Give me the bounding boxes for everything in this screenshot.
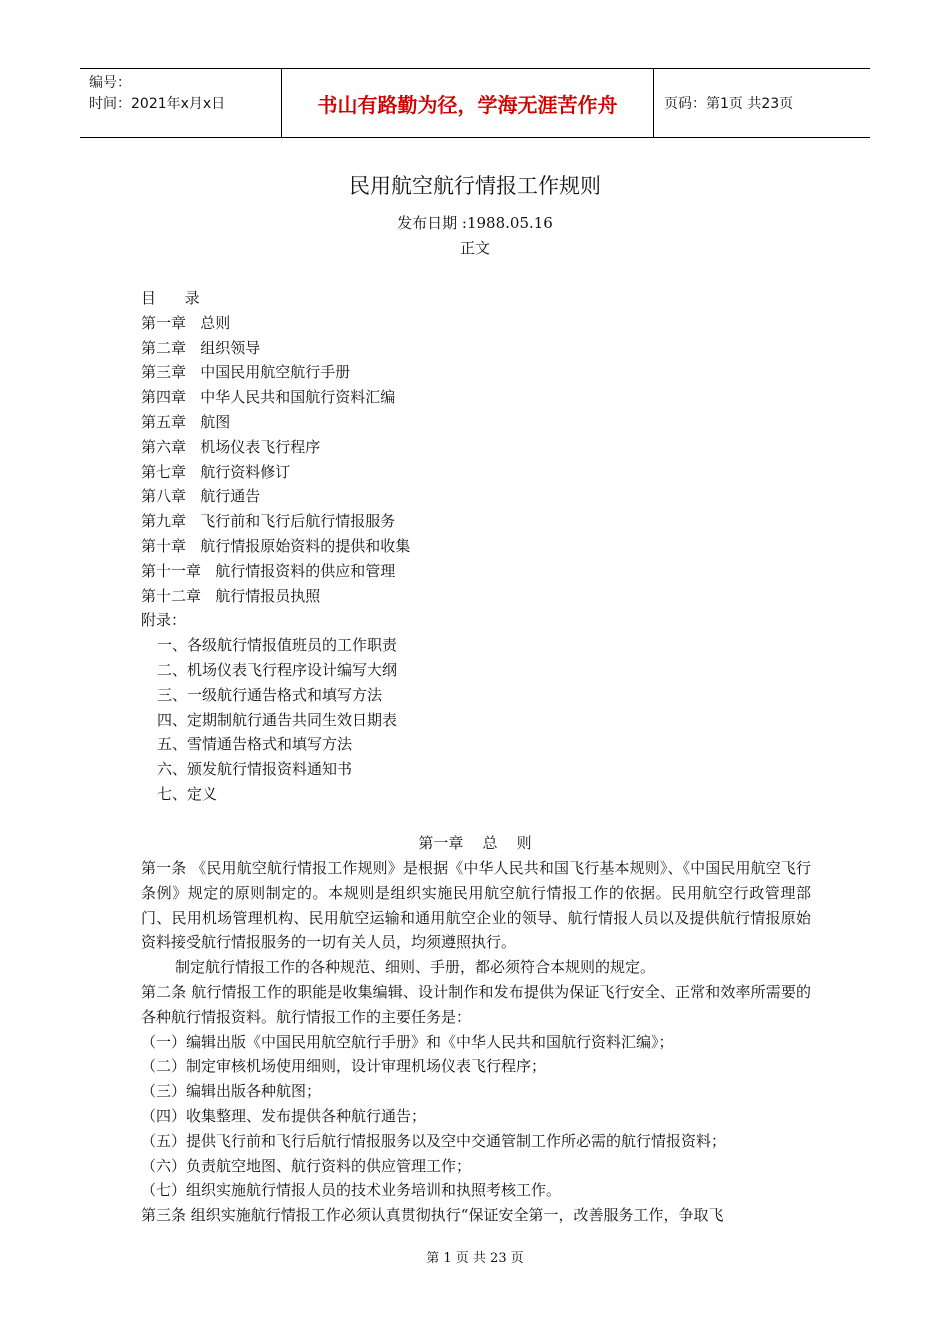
list-item: （二）制定审核机场使用细则，设计审理机场仪表飞行程序；: [141, 1057, 547, 1076]
header-meta: [80, 69, 282, 137]
appendix-item: 五、雪情通告格式和填写方法: [157, 735, 353, 754]
table-of-contents: [141, 286, 410, 807]
chapter-body: [141, 856, 811, 1228]
header-motto: 书山有路勤为径，学海无涯苦作舟: [282, 69, 654, 137]
number-label: 编号：: [89, 75, 131, 91]
article-paragraph: 第三条 组织实施航行情报工作必须认真贯彻执行“保证安全第一，改善服务工作，争取飞: [141, 1206, 724, 1225]
page-footer: 第 1 页 共 23 页: [426, 1251, 524, 1266]
list-item: （一）编辑出版《中国民用航空航行手册》和《中华人民共和国航行资料汇编》；: [141, 1032, 674, 1051]
toc-item: 第三章 中国民用航空航行手册: [141, 363, 351, 382]
toc-heading: 目 录: [141, 289, 200, 307]
toc-item: 第五章 航图: [141, 412, 231, 431]
list-item: （四）收集整理、发布提供各种航行通告；: [141, 1106, 427, 1125]
toc-item: 第六章 机场仪表飞行程序: [141, 437, 321, 456]
page-header: [80, 68, 870, 138]
list-item: （五）提供飞行前和飞行后航行情报服务以及空中交通管制工作所必需的航行情报资料；: [141, 1131, 727, 1150]
document-title: 民用航空航行情报工作规则: [349, 174, 601, 198]
appendix-item: 六、颁发航行情报资料通知书: [157, 760, 353, 779]
appendix-heading: 附录：: [141, 611, 187, 630]
publish-date: 发布日期 :1988.05.16: [397, 214, 553, 232]
appendix-item: 三、一级航行通告格式和填写方法: [157, 685, 383, 704]
toc-item: 第十二章 航行情报员执照: [141, 586, 321, 605]
toc-item: 第八章 航行通告: [141, 487, 261, 506]
list-item: （三）编辑出版各种航图；: [141, 1082, 322, 1101]
header-page-info: 页码：第1页 共23页: [664, 96, 794, 112]
list-item: （七）组织实施航行情报人员的技术业务培训和执照考核工作。: [141, 1181, 562, 1200]
appendix-item: 一、各级航行情报值班员的工作职责: [157, 636, 398, 655]
toc-item: 第十章 航行情报原始资料的提供和收集: [141, 536, 411, 555]
toc-item: 第一章 总则: [141, 313, 231, 332]
article-paragraph: 第二条 航行情报工作的职能是收集编辑、设计制作和发布提供为保证飞行安全、正常和效率所需要的各种航行情报资料。航行情报工作的主要任务是：: [141, 982, 811, 1026]
appendix-item: 七、定义: [157, 784, 218, 803]
chapter-title: 第一章 总 则: [418, 834, 532, 852]
body-label: 正文: [459, 239, 490, 257]
toc-item: 第九章 飞行前和飞行后航行情报服务: [141, 512, 396, 531]
appendix-item: 四、定期制航行通告共同生效日期表: [157, 710, 398, 729]
time-label: 时间：2021年x月x日: [89, 96, 226, 112]
toc-item: 第七章 航行资料修订: [141, 462, 291, 481]
article-paragraph: 制定航行情报工作的各种规范、细则、手册，都必须符合本规则的规定。: [175, 958, 656, 977]
toc-item: 第十一章 航行情报资料的供应和管理: [141, 561, 396, 580]
toc-item: 第四章 中华人民共和国航行资料汇编: [141, 388, 396, 407]
list-item: （六）负责航空地图、航行资料的供应管理工作；: [141, 1156, 472, 1175]
appendix-item: 二、机场仪表飞行程序设计编写大纲: [157, 660, 398, 679]
toc-item: 第二章 组织领导: [141, 338, 261, 357]
article-paragraph: 第一条 《民用航空航行情报工作规则》是根据《中华人民共和国飞行基本规则》、《中国民用航空飞行条例》规定的原则制定的。本规则是组织实施民用航空航行情报工作的依据。民用航空行政管理部门、民用机场管理机构、民用航空运输和通用航空企业的领导、航行情报人员以及提供航行情报原始资料接受航行情报服务的一切有关人员，均须遵照执行。: [141, 859, 811, 952]
